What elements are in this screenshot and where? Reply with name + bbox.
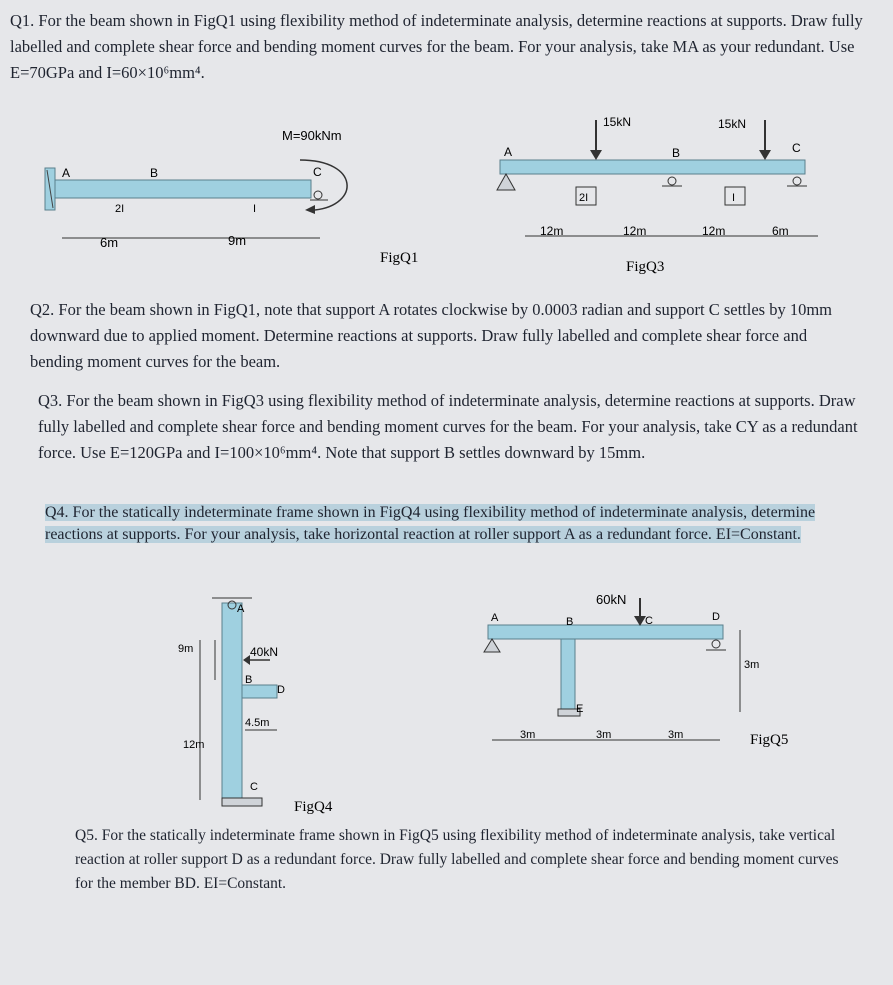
fig-q3-span-2: 12m [623,224,647,238]
fig-q5-span-3: 3m [668,729,684,741]
fig-q5-node-e: E [576,703,584,715]
fig-q4-node-b: B [245,674,253,686]
fig-q4-dim-arm: 4.5m [245,717,270,729]
fig-q3-span-3: 12m [702,224,726,238]
fig-q1-node-a: A [62,166,71,180]
fig-q1-span-left: 6m [100,235,119,250]
fig-q3-node-c: C [792,141,801,155]
fig-q3-span-4: 6m [772,224,789,238]
fig-q5-node-c: C [645,615,653,627]
fig-q4-caption: FigQ4 [294,799,333,815]
fig-q4-node-a: A [237,603,245,615]
fig-q1-stiffness-left: 2I [115,203,125,215]
fig-q3-stiffness-left: 2I [579,192,589,204]
fig-q4-dim-upper: 9m [178,643,194,655]
fig-q4-node-d: D [277,684,285,696]
question-2-text: Q2. For the beam shown in FigQ1, note that support A rotates clockwise by 0.0003 radian and support C settles by 10mm downward due to applied moment. Determine reactions at supports. Draw fully labelled and complete shear force and bending moment curves for the beam. [30,300,832,371]
fig-q5-load: 60kN [596,592,627,607]
fig-q4-dim-lower: 12m [183,739,205,751]
fig-q1-stiffness-right: I [253,203,257,215]
fig-q4-load: 40kN [250,645,279,659]
fig-q3-node-a: A [504,145,513,159]
fig-q1-node-c: C [313,165,322,179]
question-1-text: Q1. For the beam shown in FigQ1 using flexibility method of indeterminate analysis, determine reactions at supports. Draw fully labelled and complete shear force and bending moment curves for the beam. For your analysis, take MA as your redundant. Use E=70GPa and I=60×10⁶mm⁴. [10,11,863,82]
fig-q1-span-right: 9m [228,233,247,248]
fig-q5-frame [484,598,740,740]
fig-q5-node-b: B [566,616,574,628]
fig-q5-node-d: D [712,611,720,623]
fig-q1-node-b: B [150,166,159,180]
fig-q5-node-a: A [491,612,499,624]
fig-q3-node-b: B [672,146,681,160]
fig-q4-node-c: C [250,781,258,793]
question-4-highlight: Q4. For the statically indeterminate frame shown in FigQ4 using flexibility method of indeterminate analysis, determine reactions at supports. For your analysis, take horizontal reaction at roller support A as a redundant force. EI=Constant. [45,504,816,543]
question-5-text: Q5. For the statically indeterminate frame shown in FigQ5 using flexibility method of indeterminate analysis, take vertical reaction at roller support D as a redundant force. Draw fully labelled and complete shear force and bending moment curves for the member BD. EI=Constant. [75,827,839,892]
fig-q3-load-left: 15kN [603,115,632,129]
fig-q3-span-1: 12m [540,224,564,238]
fig-q5-caption: FigQ5 [750,732,789,748]
fig-q1-caption: FigQ1 [380,250,419,266]
fig-q5-span-2: 3m [596,729,612,741]
question-3-text: Q3. For the beam shown in FigQ3 using flexibility method of indeterminate analysis, determine reactions at supports. Draw fully labelled and complete shear force and bending moment curves for the beam. For your analysis, take CY as a redundant force. Use E=120GPa and I=100×10⁶mm⁴. Note that support B settles downward by 15mm. [38,391,858,462]
fig-q3-caption: FigQ3 [626,259,665,275]
fig-q3-stiffness-right: I [732,192,736,204]
fig-q5-span-1: 3m [520,729,536,741]
fig-q5-height: 3m [744,659,760,671]
fig-q3-load-right: 15kN [718,117,747,131]
fig-q1-moment-label: M=90kNm [282,128,342,143]
